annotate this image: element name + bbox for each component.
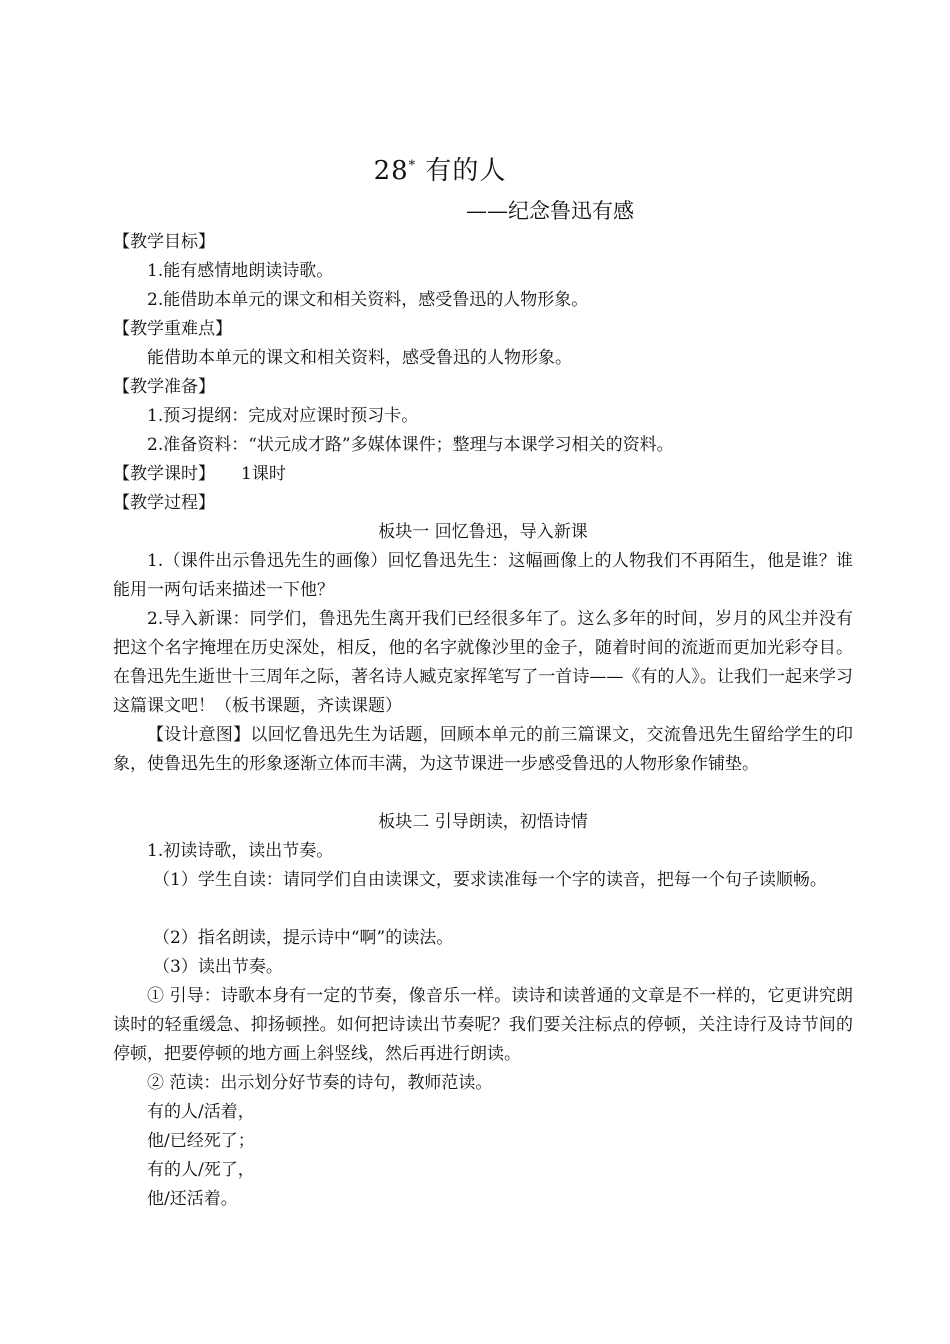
page-subtitle: ——纪念鲁迅有感 [466, 199, 634, 223]
poem-line-1: 有的人/活着， [147, 1102, 255, 1122]
prep-item-2: 2.准备资料：“状元成才路”多媒体课件；整理与本课学习相关的资料。 [147, 435, 674, 455]
block1-design-intent: 【设计意图】以回忆鲁迅先生为话题，回顾本单元的前三篇课文，交流鲁迅先生留给学生的印象，使鲁迅先生的形象逐渐立体而丰满，为这节课进一步感受鲁迅的人物形象作铺垫。 [113, 725, 853, 774]
poem-line-4: 他/还活着。 [147, 1189, 238, 1209]
block2-step-1c: （3）读出节奏。 [153, 957, 283, 977]
prep-heading: 【教学准备】 [113, 377, 215, 397]
prep-item-1: 1.预习提纲：完成对应课时预习卡。 [147, 406, 419, 426]
poem-line-3: 有的人/死了， [147, 1160, 255, 1180]
goal-item-2: 2.能借助本单元的课文和相关资料，感受鲁迅的人物形象。 [147, 290, 589, 310]
block2-step-1: 1.初读诗歌，读出节奏。 [147, 841, 334, 861]
block2-step-1b: （2）指名朗读，提示诗中“啊”的读法。 [153, 928, 454, 948]
lesson-name: 有的人 [416, 156, 507, 186]
block2-guide: ① 引导：诗歌本身有一定的节奏，像音乐一样。读诗和读普通的文章是不一样的，它更讲究朗读时的轻重缓急、抑扬顿挫。如何把诗读出节奏呢？我们要关注标点的停顿，关注诗行及诗节间的停顿，把要停顿的地方画上斜竖线，然后再进行朗读。 [113, 986, 853, 1064]
page-title [0, 150, 880, 187]
block2-model-reading: ② 范读：出示划分好节奏的诗句，教师范读。 [147, 1073, 493, 1093]
hours-heading: 【教学课时】 [113, 464, 215, 484]
block1-title: 板块一 回忆鲁迅，导入新课 [378, 522, 588, 542]
block2-title: 板块二 引导朗读，初悟诗情 [378, 812, 588, 832]
goal-heading: 【教学目标】 [113, 232, 215, 252]
lesson-star: * [408, 158, 417, 174]
poem-line-2: 他/已经死了； [147, 1131, 255, 1151]
hours-row [113, 460, 853, 489]
block2-step-1a: （1）学生自读：请同学们自由读课文，要求读准每一个字的读音，把每一个句子读顺畅。 [153, 870, 827, 890]
key-item-1: 能借助本单元的课文和相关资料，感受鲁迅的人物形象。 [147, 348, 572, 368]
hours-value: 1课时 [241, 464, 286, 484]
process-heading: 【教学过程】 [113, 493, 215, 513]
block1-paragraph-2: 2.导入新课：同学们，鲁迅先生离开我们已经很多年了。这么多年的时间，岁月的风尘并没有把这个名字掩埋在历史深处，相反，他的名字就像沙里的金子，随着时间的流逝而更加光彩夺目。在鲁迅先生逝世十三周年之际，著名诗人臧克家挥笔写了一首诗——《有的人》。让我们一起来学习这篇课文吧！（板书课题，齐读课题） [113, 609, 853, 716]
key-heading: 【教学重难点】 [113, 319, 232, 339]
block1-paragraph-1: 1.（课件出示鲁迅先生的画像）回忆鲁迅先生：这幅画像上的人物我们不再陌生，他是谁？谁能用一两句话来描述一下他？ [113, 551, 853, 600]
lesson-number: 28 [373, 156, 409, 186]
goal-item-1: 1.能有感情地朗读诗歌。 [147, 261, 334, 281]
document-body [113, 228, 853, 1214]
